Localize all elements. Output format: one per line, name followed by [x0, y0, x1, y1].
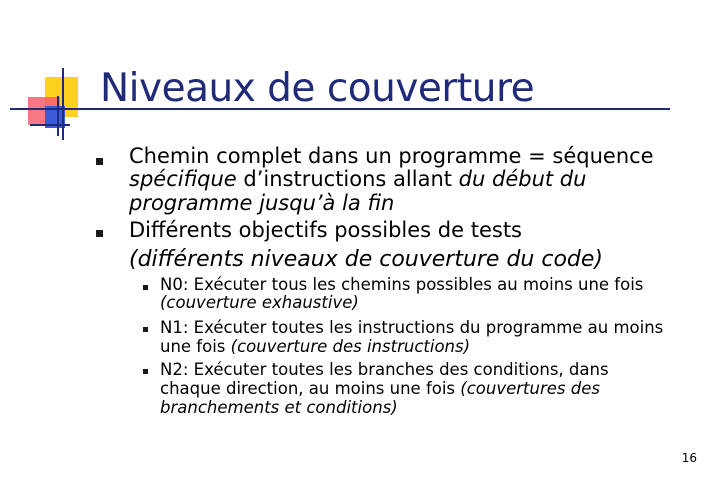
sub-bullet-n2-line-2 [160, 379, 600, 399]
sub-bullet-n1-line-1: N1: Exécuter toutes les instructions du programme au moins [160, 318, 664, 337]
sub-bullet-n1-line-2 [160, 337, 470, 357]
page-number: 16 [681, 451, 697, 465]
bullet-1-italic-b: du début du [458, 167, 587, 191]
sub-bullet-marker [143, 285, 148, 290]
sub-bullet-n2-line-1: N2: Exécuter toutes les branches des conditions, dans [160, 360, 609, 379]
bullet-marker [96, 230, 103, 237]
bullet-1-plain: d’instructions allant [236, 167, 459, 191]
sub-bullet-n0-line-2: (couverture exhaustive) [160, 293, 359, 312]
decor-horizontal-line-2 [30, 124, 70, 126]
sub-bullet-marker [143, 369, 148, 374]
sub-bullet-n2-plain: chaque direction, au moins une fois [160, 379, 461, 398]
bullet-marker [96, 158, 103, 165]
decor-vertical-line [62, 68, 64, 140]
bullet-1-line-3: programme jusqu’à la fin [129, 191, 395, 215]
bullet-1-italic-a: spécifique [129, 167, 237, 191]
sub-bullet-n2-italic: (couvertures des [460, 379, 600, 398]
bullet-1-line-1: Chemin complet dans un programme = séquence [129, 144, 654, 168]
bullet-1-line-2 [129, 166, 586, 192]
sub-bullet-n1-plain: une fois [160, 337, 231, 356]
slide-title: Niveaux de couverture [100, 66, 535, 111]
sub-bullet-n0-line-1: N0: Exécuter tous les chemins possibles au moins une fois [160, 275, 644, 294]
sub-bullet-n1-italic: (couverture des instructions) [230, 337, 471, 356]
decor-vertical-line-2 [57, 96, 59, 136]
bullet-2-line-1: Différents objectifs possibles de tests [129, 218, 522, 242]
bullet-2-line-2: (différents niveaux de couverture du code) [129, 247, 603, 272]
sub-bullet-n2-line-3: branchements et conditions) [160, 398, 398, 417]
sub-bullet-marker [143, 327, 148, 332]
